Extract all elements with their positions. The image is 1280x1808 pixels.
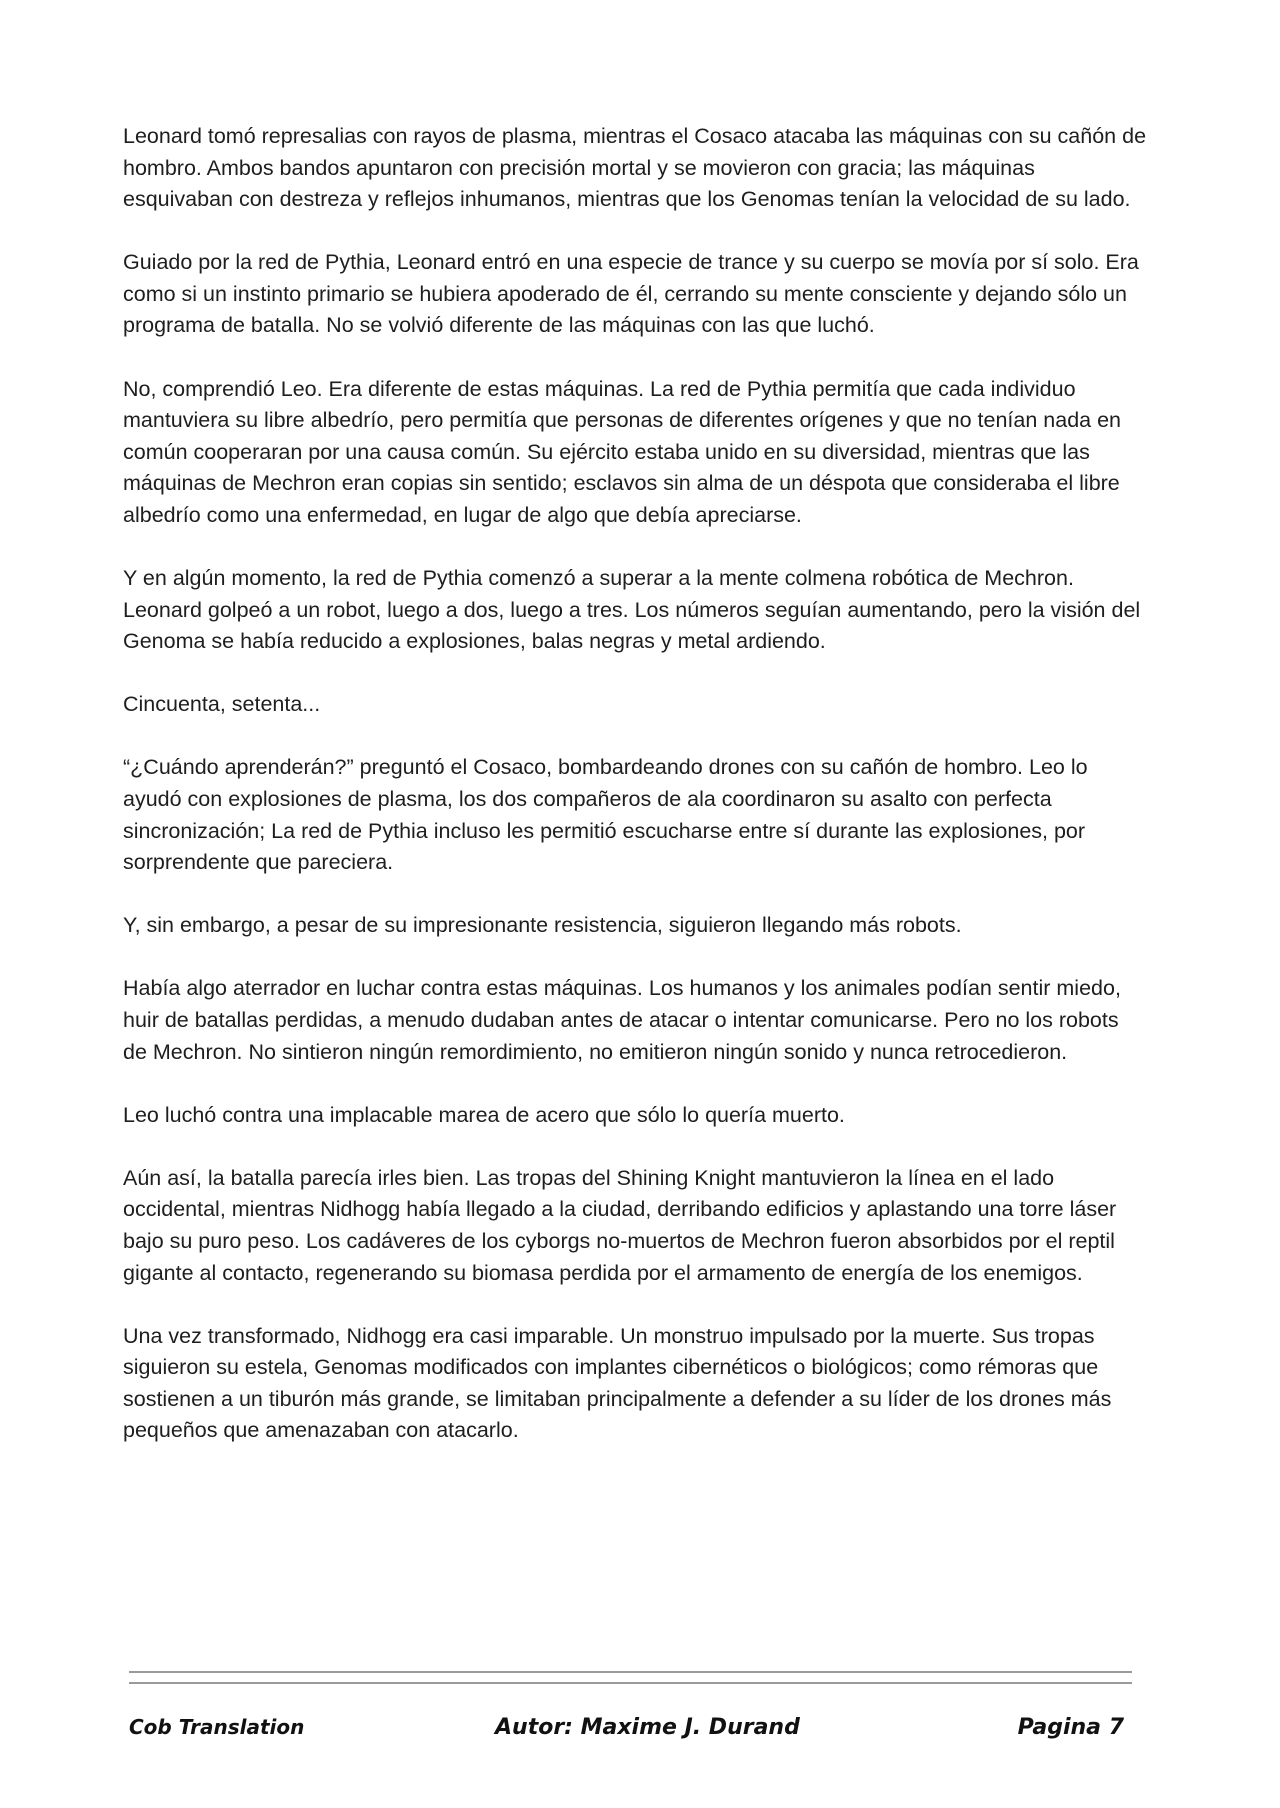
footer-author: Autor: Maxime J. Durand bbox=[495, 1715, 800, 1740]
footer-translator: Cob Translation bbox=[129, 1715, 305, 1739]
paragraph: Cincuenta, setenta... bbox=[123, 692, 321, 717]
paragraph: “¿Cuándo aprenderán?” preguntó el Cosaco, bombardeando drones con su cañón de hombro. Leo lo ayudó con explosiones de plasma, los dos compañeros de ala coordinaron su asalto con perfecta sincronización; La red de Pythia incluso les permitió escucharse entre sí durante las explosiones, por sorprendente que pareciera. bbox=[123, 755, 1088, 875]
footer-divider bbox=[129, 1671, 1132, 1693]
footer-rule-bottom bbox=[129, 1682, 1132, 1684]
paragraph: Y en algún momento, la red de Pythia comenzó a superar a la mente colmena robótica de Mechron. Leonard golpeó a un robot, luego a dos, luego a tres. Los números seguían aumentando, pero la visión del Genoma se había reducido a explosiones, balas negras y metal ardiendo. bbox=[123, 566, 1141, 654]
paragraph: No, comprendió Leo. Era diferente de estas máquinas. La red de Pythia permitía que cada individuo mantuviera su libre albedrío, pero permitía que personas de diferentes orígenes y que no tenían nada en común cooperaran por una causa común. Su ejército estaba unido en su diversidad, mientras que las máquinas de Mechron eran copias sin sentido; esclavos sin alma de un déspota que consideraba el libre albedrío como una enfermedad, en lugar de algo que debía apreciarse. bbox=[123, 376, 1122, 527]
page-body bbox=[123, 121, 1148, 1479]
page-footer bbox=[129, 1715, 1132, 1745]
paragraph: Había algo aterrador en luchar contra estas máquinas. Los humanos y los animales podían sentir miedo, huir de batallas perdidas, a menudo dudaban antes de atacar o intentar comunicarse. Pero no los robots de Mechron. No sintieron ningún remordimiento, no emitieron ningún sonido y nunca retrocedieron. bbox=[123, 976, 1121, 1064]
paragraph: Una vez transformado, Nidhogg era casi imparable. Un monstruo impulsado por la muerte. Sus tropas siguieron su estela, Genomas modificados con implantes cibernéticos o biológicos; como rémoras que sostienen a un tiburón más grande, se limitaban principalmente a defender a su líder de los drones más pequeños que amenazaban con atacarlo. bbox=[123, 1323, 1112, 1443]
paragraph: Leo luchó contra una implacable marea de acero que sólo lo quería muerto. bbox=[123, 1102, 845, 1127]
footer-rule-top bbox=[129, 1671, 1132, 1673]
footer-page-number: Pagina 7 bbox=[1017, 1715, 1124, 1740]
paragraph: Guiado por la red de Pythia, Leonard entró en una especie de trance y su cuerpo se movía por sí solo. Era como si un instinto primario se hubiera apoderado de él, cerrando su mente consciente y dejando sólo un programa de batalla. No se volvió diferente de las máquinas con las que luchó. bbox=[123, 250, 1139, 338]
paragraph: Y, sin embargo, a pesar de su impresionante resistencia, siguieron llegando más robots. bbox=[123, 913, 962, 938]
paragraph: Aún así, la batalla parecía irles bien. Las tropas del Shining Knight mantuvieron la línea en el lado occidental, mientras Nidhogg había llegado a la ciudad, derribando edificios y aplastando una torre láser bajo su puro peso. Los cadáveres de los cyborgs no-muertos de Mechron fueron absorbidos por el reptil gigante al contacto, regenerando su biomasa perdida por el armamento de energía de los enemigos. bbox=[123, 1165, 1117, 1285]
paragraph: Leonard tomó represalias con rayos de plasma, mientras el Cosaco atacaba las máquinas con su cañón de hombro. Ambos bandos apuntaron con precisión mortal y se movieron con gracia; las máquinas esquivaban con destreza y reflejos inhumanos, mientras que los Genomas tenían la velocidad de su lado. bbox=[123, 124, 1147, 212]
